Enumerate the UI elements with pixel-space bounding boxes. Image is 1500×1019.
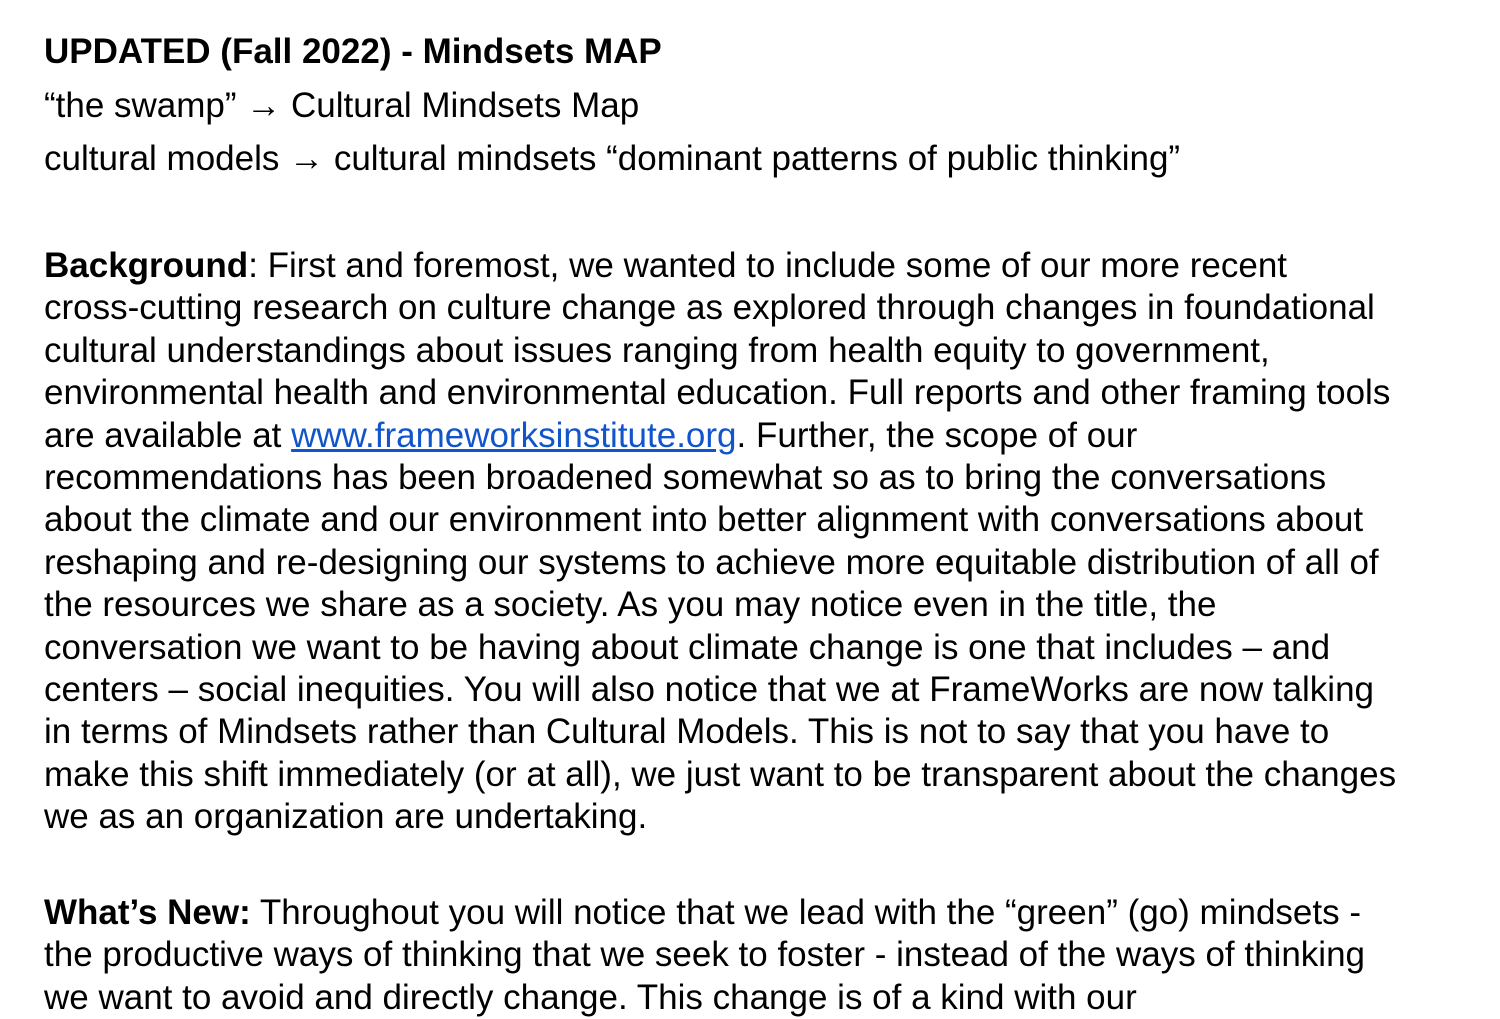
paragraph-line: reshaping and re-designing our systems to achieve more equitable distribution of all of — [44, 542, 1379, 582]
paragraph-line: make this shift immediately (or at all), we just want to be transparent about the changes — [44, 754, 1397, 794]
background-paragraph — [44, 245, 1474, 838]
paragraph-line — [44, 892, 1474, 934]
paragraph-line: we want to avoid and directly change. This change is of a kind with our — [44, 977, 1137, 1017]
paragraph-line: recommendations has been broadened somewhat so as to bring the conversations — [44, 457, 1327, 497]
whats-new-label: What’s New: — [44, 893, 251, 932]
paragraph-line: in terms of Mindsets rather than Cultural Models. This is not to say that you have to — [44, 712, 1330, 752]
paragraph-text: . Further, the scope of our — [736, 415, 1138, 455]
frameworks-website-link[interactable]: www.frameworksinstitute.org — [291, 415, 737, 455]
subtitle-line-cultural-models: cultural models → cultural mindsets “dominant patterns of public thinking” — [44, 139, 1181, 178]
document-title: UPDATED (Fall 2022) - Mindsets MAP — [44, 32, 662, 71]
paragraph-text: : First and foremost, we wanted to include some of our more recent — [248, 246, 1288, 285]
paragraph-line: centers – social inequities. You will also notice that we at FrameWorks are now talking — [44, 669, 1375, 709]
paragraph-line — [44, 245, 1474, 287]
paragraph-line: cultural understandings about issues ranging from health equity to government, — [44, 330, 1270, 370]
paragraph-line — [44, 415, 1474, 457]
subtitle-line-swamp: “the swamp” → Cultural Mindsets Map — [44, 86, 640, 125]
paragraph-line: the productive ways of thinking that we seek to foster - instead of the ways of thinking — [44, 935, 1365, 975]
paragraph-line: the resources we share as a society. As you may notice even in the title, the — [44, 585, 1217, 625]
paragraph-line: cross-cutting research on culture change as explored through changes in foundational — [44, 288, 1375, 328]
paragraph-line: environmental health and environmental education. Full reports and other framing tools — [44, 373, 1391, 413]
paragraph-line: we as an organization are undertaking. — [44, 797, 648, 837]
paragraph-text: are available at — [44, 415, 292, 455]
paragraph-line: about the climate and our environment into better alignment with conversations about — [44, 500, 1364, 540]
paragraph-text: Throughout you will notice that we lead with the “green” (go) mindsets - — [250, 893, 1361, 932]
paragraph-line: conversation we want to be having about climate change is one that includes – and — [44, 627, 1331, 667]
background-label: Background — [44, 246, 249, 285]
